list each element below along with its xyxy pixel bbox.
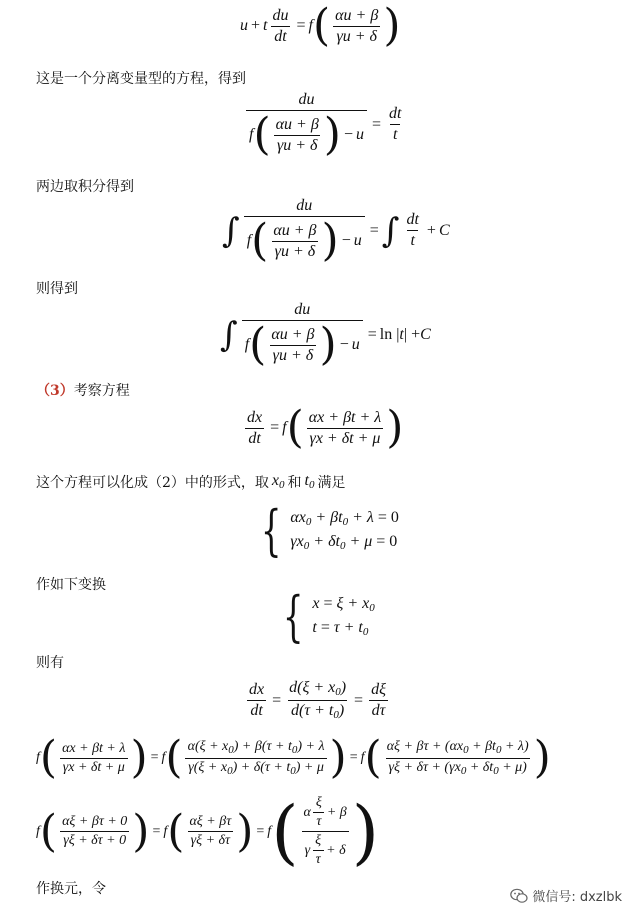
step-3-heading	[36, 380, 130, 400]
equation-2: du f ( $\frac{\alpha u + \beta}{\gamma u + \delta}$ ) − u = $\frac{dt}{t}$	[244, 92, 406, 157]
text-line-2: 两边取积分得到	[36, 179, 134, 195]
watermark	[510, 886, 622, 905]
text-line-5-and: 和	[287, 475, 302, 491]
equation-4: ∫ du f ( $\frac{\alpha u + \beta}{\gamma u + \delta}$ ) − u = ln | t | + C	[220, 302, 431, 367]
text-line-5-pre: 这个方程可以化成（2）中的形式，取	[36, 475, 269, 491]
text-line-3: 则得到	[36, 281, 78, 297]
watermark-label: 微信号: dxzlbk	[532, 890, 622, 905]
equation-8: f ( $\frac{\alpha\xi + \beta\tau + 0}{\gamma\xi + \delta\tau + 0}$ ) = f ( $\frac{\alpha\xi + \beta\tau}{\gamma\xi + \delta\tau}$ ) = f ( α $\frac{\xi}{\tau}$ + β γ $\frac{\xi}{\tau}$ + δ )	[36, 796, 379, 867]
text-line-1: 这是一个分离变量型的方程，得到	[36, 71, 246, 87]
equation-system-2: { $x = \xi + x_0$ $t = \tau + t_0$	[282, 585, 375, 648]
equation-system-1: { $\alpha x_0 + \beta t_0 + \lambda = 0$ $\gamma x_0 + \delta t_0 + \mu = 0$	[260, 499, 399, 562]
equation-3: ∫ du f ( $\frac{\alpha u + \beta}{\gamma u + \delta}$ ) − u = ∫ $\frac{dt}{t}$ + C	[222, 198, 450, 263]
symbol-t0: $t_0$	[304, 472, 315, 491]
symbol-x0: $x_0$	[271, 472, 285, 491]
text-line-8: 作换元，令	[36, 881, 106, 897]
text-line-5-post: 满足	[317, 475, 346, 491]
step-3-text: 考察方程	[73, 383, 130, 399]
equation-6: $\frac{dx}{dt}$ = $\frac{d(\xi + x_0)}{d(\tau + t_0)}$ = $\frac{d\xi}{d\tau}$	[244, 680, 391, 721]
step-3-label: （3）	[36, 383, 74, 399]
text-line-7: 则有	[36, 655, 64, 671]
equation-1: u + t $\frac{du}{dt}$ = f ( $\frac{\alpha u + \beta}{\gamma u + \delta}$ )	[240, 4, 400, 48]
text-line-6: 作如下变换	[36, 577, 106, 593]
text-line-5	[36, 472, 345, 492]
equation-5: $\frac{dx}{dt}$ = f ( $\frac{\alpha x + \beta t + \lambda}{\gamma x + \delta t + \mu}$ )	[242, 406, 403, 450]
equation-7: f ( $\frac{\alpha x + \beta t + \lambda}{\gamma x + \delta t + \mu}$ ) = f ( $\frac{\alpha(\xi + x_0) + \beta(\tau + t_0) + \lambda}{\gamma(\xi + x_0) + \delta(\tau + t_0) + \mu}$ ) = f ( $\frac{\alpha\xi + \beta\tau + (\alpha x_0 + \beta t_0 + \lambda)}{\gamma\xi + \delta\tau + (\gamma x_0 + \delta t_0 + \mu)}$ )	[36, 736, 551, 780]
wechat-icon	[510, 888, 528, 904]
